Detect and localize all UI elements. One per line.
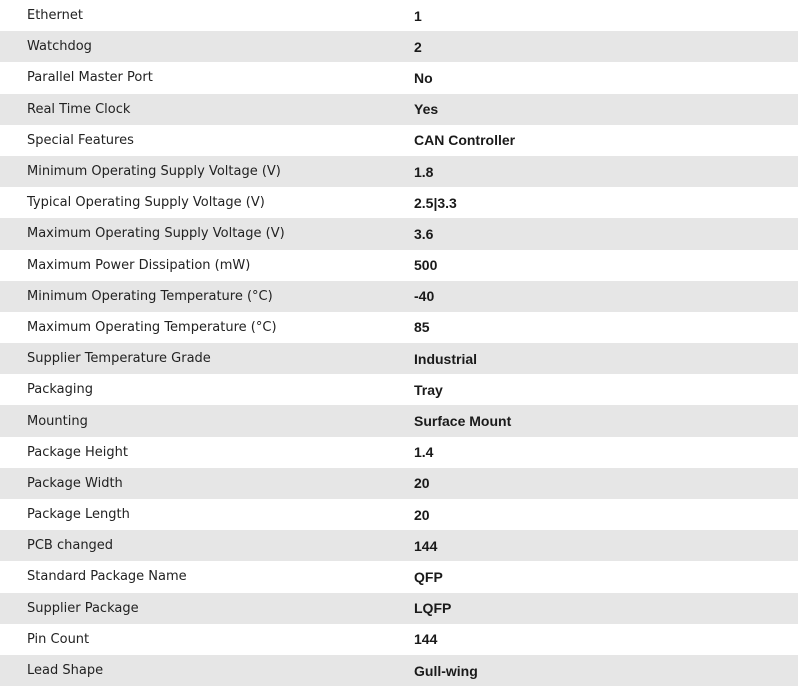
spec-label: PCB changed: [27, 538, 114, 554]
spec-row-package-length: [0, 499, 798, 530]
spec-value: 144: [414, 631, 438, 648]
spec-value: 1: [414, 7, 422, 24]
spec-row-pin-count: [0, 624, 798, 655]
spec-label: Standard Package Name: [27, 569, 187, 585]
spec-label: Watchdog: [27, 39, 92, 55]
spec-label: Package Height: [27, 444, 128, 460]
spec-value: Gull-wing: [414, 662, 478, 679]
spec-label: Supplier Temperature Grade: [27, 351, 211, 367]
spec-row-max-supply-voltage: [0, 218, 798, 249]
spec-label: Typical Operating Supply Voltage (V): [27, 195, 265, 211]
spec-row-pcb-changed: [0, 530, 798, 561]
spec-row-min-operating-temperature: [0, 281, 798, 312]
spec-row-special-features: [0, 125, 798, 156]
spec-row-max-power-dissipation: [0, 250, 798, 281]
spec-value: 2.5|3.3: [414, 194, 457, 211]
spec-value: 1.4: [414, 444, 434, 461]
spec-row-lead-shape: [0, 655, 798, 686]
spec-row-standard-package-name: [0, 561, 798, 592]
spec-value: Surface Mount: [414, 413, 512, 430]
spec-row-packaging: [0, 374, 798, 405]
spec-value: -40: [414, 288, 435, 305]
spec-label: Maximum Operating Temperature (°C): [27, 319, 277, 335]
spec-label: Packaging: [27, 382, 93, 398]
spec-label: Minimum Operating Supply Voltage (V): [27, 164, 281, 180]
spec-row-mounting: [0, 405, 798, 436]
spec-value: LQFP: [414, 600, 452, 617]
spec-value: Tray: [414, 381, 443, 398]
spec-value: 3.6: [414, 225, 434, 242]
spec-label: Real Time Clock: [27, 101, 131, 117]
spec-label: Pin Count: [27, 631, 90, 647]
spec-value: CAN Controller: [414, 132, 516, 149]
spec-row-package-width: [0, 468, 798, 499]
spec-label: Mounting: [27, 413, 88, 429]
spec-value: No: [414, 69, 433, 86]
spec-row-real-time-clock: [0, 94, 798, 125]
spec-label: Maximum Power Dissipation (mW): [27, 257, 251, 273]
spec-value: 500: [414, 257, 438, 274]
spec-row-min-supply-voltage: [0, 156, 798, 187]
spec-label: Lead Shape: [27, 663, 104, 679]
spec-label: Parallel Master Port: [27, 70, 153, 86]
spec-label: Package Width: [27, 475, 123, 491]
spec-row-supplier-package: [0, 593, 798, 624]
spec-value: 144: [414, 537, 438, 554]
spec-label: Special Features: [27, 132, 134, 148]
spec-value: Industrial: [414, 350, 478, 367]
spec-row-watchdog: [0, 31, 798, 62]
spec-value: QFP: [414, 568, 443, 585]
spec-label: Maximum Operating Supply Voltage (V): [27, 226, 285, 242]
spec-label: Minimum Operating Temperature (°C): [27, 288, 273, 304]
spec-row-ethernet: [0, 0, 798, 31]
spec-row-parallel-master-port: [0, 62, 798, 93]
spec-row-typical-supply-voltage: [0, 187, 798, 218]
spec-value: 20: [414, 475, 430, 492]
spec-label: Package Length: [27, 507, 130, 523]
spec-value: 1.8: [414, 163, 434, 180]
spec-value: 20: [414, 506, 430, 523]
spec-label: Ethernet: [27, 8, 83, 24]
spec-value: Yes: [414, 101, 439, 118]
spec-value: 2: [414, 38, 422, 55]
spec-value: 85: [414, 319, 430, 336]
spec-row-package-height: [0, 437, 798, 468]
spec-row-supplier-temperature-grade: [0, 343, 798, 374]
spec-row-max-operating-temperature: [0, 312, 798, 343]
spec-label: Supplier Package: [27, 600, 139, 616]
